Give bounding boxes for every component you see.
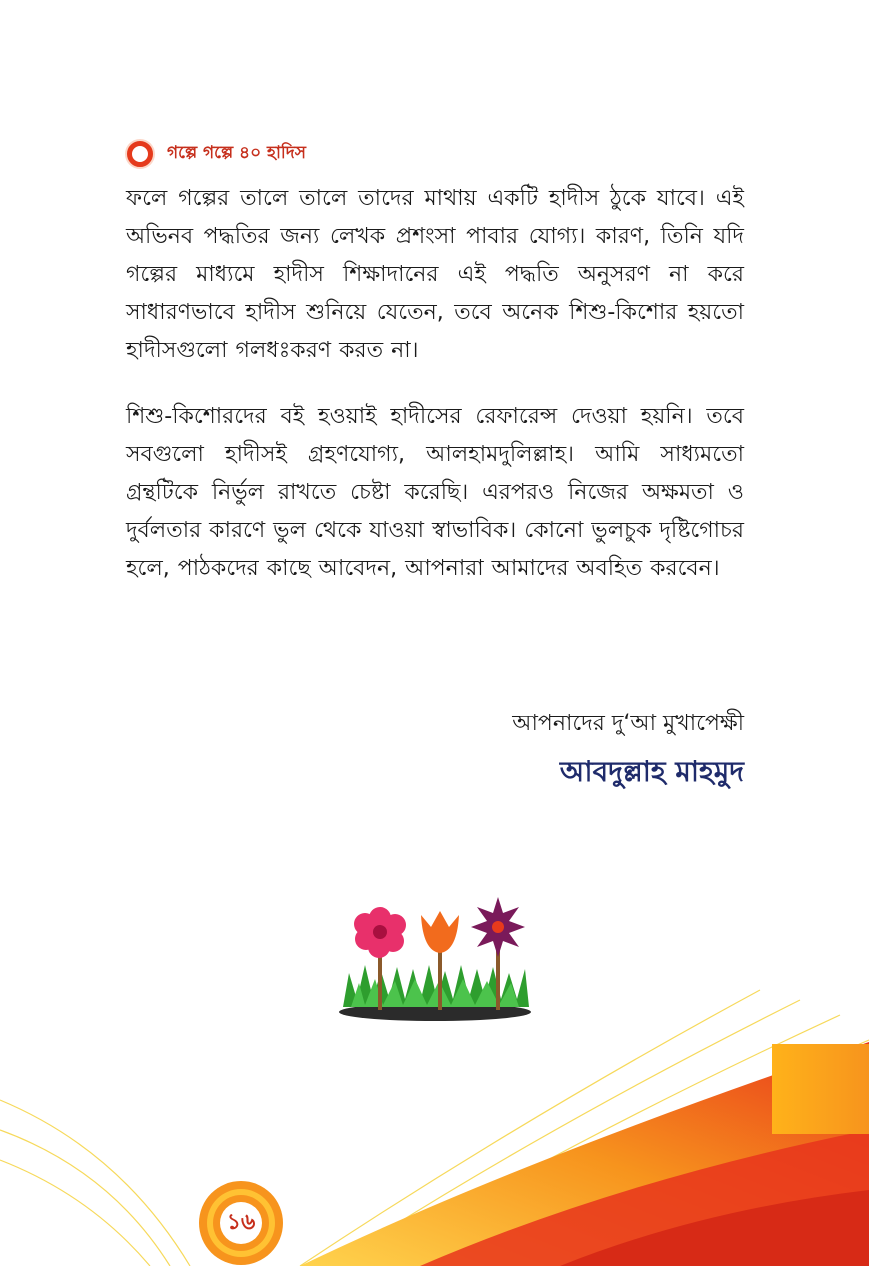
orange-tulip [421, 911, 459, 953]
author-name: আবদুল্লাহ মাহমুদ [559, 755, 744, 788]
page-number: ১৬ [226, 1209, 256, 1235]
running-header [127, 140, 306, 168]
ring-icon [127, 141, 153, 167]
paragraph-1: ফলে গল্পের তালে তালে তাদের মাথায় একটি হাদীস ঠুকে যাবে। এই অভিনব পদ্ধতির জন্য লেখক প্রশংসা পাবার যোগ্য। কারণ, তিনি যদি গল্পের মাধ্যমে হাদীস শিক্ষাদানের এই পদ্ধতি অনুসরণ না করে সাধারণভাবে হাদীস শুনিয়ে যেতেন, তবে অনেক শিশু-কিশোর হয়তো হাদীসগুলো গলধঃকরণ করত না। [126, 186, 744, 363]
pink-flower [354, 907, 406, 958]
decorative-swoosh [0, 980, 869, 1266]
paragraph-2: শিশু-কিশোরদের বই হওয়াই হাদীসের রেফারেন্স দেওয়া হয়নি। তবে সবগুলো হাদীসই গ্রহণযোগ্য, আলহামদুলিল্লাহ। আমি সাধ্যমতো গ্রন্থটিকে নির্ভুল রাখতে চেষ্টা করেছি। এরপরও নিজের অক্ষমতা ও দুর্বলতার কারণে ভুল থেকে যাওয়া স্বাভাবিক। কোনো ভুলচুক দৃষ্টিগোচর হলে, পাঠকদের কাছে আবেদন, আপনারা আমাদের অবহিত করবেন। [126, 404, 745, 581]
page-number-badge [198, 1180, 284, 1266]
signature-line: আপনাদের দু‘আ মুখাপেক্ষী [512, 711, 744, 736]
book-title: গল্পে গল্পে ৪০ হাদিস [167, 143, 306, 163]
purple-flower [471, 897, 525, 957]
